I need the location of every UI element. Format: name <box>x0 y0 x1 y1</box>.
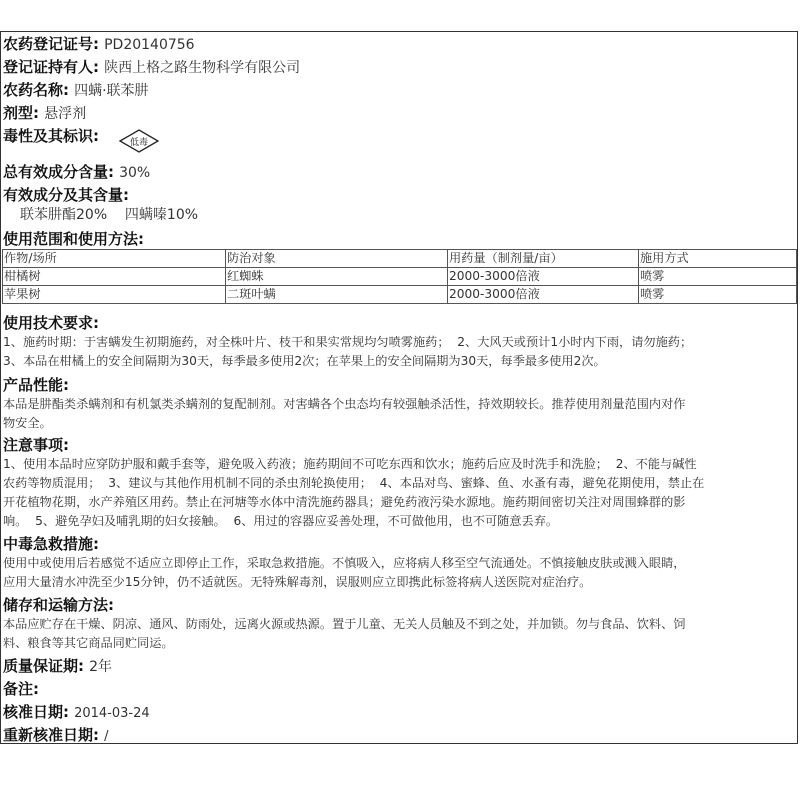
table-row <box>3 286 797 304</box>
first-aid-label: 中毒急救措施: <box>3 535 99 553</box>
table-cell: 苹果树 <box>3 286 226 304</box>
ingredients-value: 联苯肼酯20% 四螨嗪10% <box>20 207 199 223</box>
total-content-label: 总有效成分含量: <box>3 163 114 181</box>
table-cell: 红蜘蛛 <box>226 268 448 286</box>
holder-label: 登记证持有人: <box>3 58 99 76</box>
usage-label: 使用范围和使用方法: <box>3 230 144 248</box>
toxicity-label: 毒性及其标识: <box>3 127 99 145</box>
table-cell: 喷雾 <box>639 268 797 286</box>
table-header-cell: 作物/场所 <box>3 250 226 268</box>
low-toxicity-badge-icon <box>118 128 160 154</box>
storage-line: 料、粮食等其它商品同贮同运。 <box>3 636 174 650</box>
toxicity-row <box>3 128 99 144</box>
remarks-label: 备注: <box>3 680 39 698</box>
form-value: 悬浮剂 <box>44 106 87 122</box>
table-row <box>3 268 797 286</box>
notes-line: 农药等物质混用； 3、建议与其他作用机制不同的杀虫剂轮换使用； 4、本品对鸟、蜜蜂、鱼、水蚤有毒，避免花期使用，禁止在 <box>3 476 705 490</box>
total-content-row <box>3 164 150 180</box>
reapproval-date-row <box>3 727 108 743</box>
table-cell: 2000-3000倍液 <box>448 286 639 304</box>
name-value: 四螨·联苯肼 <box>74 83 149 99</box>
reapproval-date-value: / <box>104 729 109 744</box>
storage-label: 储存和运输方法: <box>3 596 114 614</box>
first-aid-line: 使用中或使用后若感觉不适应立即停止工作，采取急救措施。不慎吸入，应将病人移至空气流通处。不慎接触皮肤或溅入眼睛， <box>3 556 686 570</box>
table-cell: 柑橘树 <box>3 268 226 286</box>
notes-line: 1、使用本品时应穿防护服和戴手套等，避免吸入药液；施药期间不可吃东西和饮水；施药后应及时洗手和洗脸； 2、不能与碱性 <box>3 457 697 471</box>
table-cell: 2000-3000倍液 <box>448 268 639 286</box>
approval-date-row <box>3 704 150 720</box>
first-aid-row <box>3 536 99 552</box>
ingredients-label: 有效成分及其含量: <box>3 186 129 204</box>
total-content-value: 30% <box>119 165 151 181</box>
holder-value: 陕西上格之路生物科学有限公司 <box>104 60 301 76</box>
performance-label: 产品性能: <box>3 376 69 394</box>
table-cell: 二斑叶螨 <box>226 286 448 304</box>
first-aid-line: 应用大量清水冲洗至少15分钟，仍不适就医。无特殊解毒剂，误服则应立即携此标签将病人送医院对症治疗。 <box>3 575 592 589</box>
reg-no-row <box>3 36 195 52</box>
tech-line: 1、施药时期：于害螨发生初期施药，对全株叶片、枝干和果实常规均匀喷雾施药； 2、大风天或预计1小时内下雨，请勿施药； <box>3 335 693 349</box>
notes-row <box>3 437 69 453</box>
performance-row <box>3 377 69 393</box>
ingredients-row <box>3 187 129 203</box>
tech-line: 3、本品在柑橘上的安全间隔期为30天，每季最多使用2次；在苹果上的安全间隔期为30天，每季最多使用2次。 <box>3 354 606 368</box>
holder-row <box>3 59 300 75</box>
usage-row <box>3 231 144 247</box>
shelf-life-value: 2年 <box>89 659 113 675</box>
table-header-cell: 施用方式 <box>639 250 797 268</box>
performance-line: 物安全。 <box>3 416 52 430</box>
approval-date-label: 核准日期: <box>3 703 69 721</box>
toxicity-badge-text: 低毒 <box>129 138 149 148</box>
reg-no-label: 农药登记证号: <box>3 35 99 53</box>
reapproval-date-label: 重新核准日期: <box>3 726 99 744</box>
storage-row <box>3 597 114 613</box>
approval-date-value: 2014-03-24 <box>74 706 150 721</box>
notes-line: 开花植物花期，水产养殖区用药。禁止在河塘等水体中清洗施药器具；避免药液污染水源地。施药期间密切关注对周围蜂群的影 <box>3 495 686 509</box>
form-label: 剂型: <box>3 104 39 122</box>
name-row <box>3 82 149 98</box>
performance-line: 本品是肼酯类杀螨剂和有机氯类杀螨剂的复配制剂。对害螨各个虫态均有较强触杀活性，持效期较长。推荐使用剂量范围内对作 <box>3 397 686 411</box>
usage-table <box>2 249 797 304</box>
notes-line: 响。 5、避免孕妇及哺乳期的妇女接触。 6、用过的容器应妥善处理，不可做他用，也不可随意丢弃。 <box>3 514 559 528</box>
tech-label: 使用技术要求: <box>3 314 99 332</box>
tech-row <box>3 315 99 331</box>
table-header-cell: 用药量（制剂量/亩） <box>448 250 639 268</box>
shelf-life-label: 质量保证期: <box>3 657 84 675</box>
notes-label: 注意事项: <box>3 436 69 454</box>
table-header-row <box>3 250 797 268</box>
table-cell: 喷雾 <box>639 286 797 304</box>
name-label: 农药名称: <box>3 81 69 99</box>
remarks-row <box>3 681 39 697</box>
reg-no-value: PD20140756 <box>104 37 195 53</box>
shelf-life-row <box>3 658 112 674</box>
storage-line: 本品应贮存在干燥、阴凉、通风、防雨处，远离火源或热源。置于儿童、无关人员触及不到之处，并加锁。勿与食品、饮料、饲 <box>3 617 686 631</box>
form-row <box>3 105 86 121</box>
table-header-cell: 防治对象 <box>226 250 448 268</box>
